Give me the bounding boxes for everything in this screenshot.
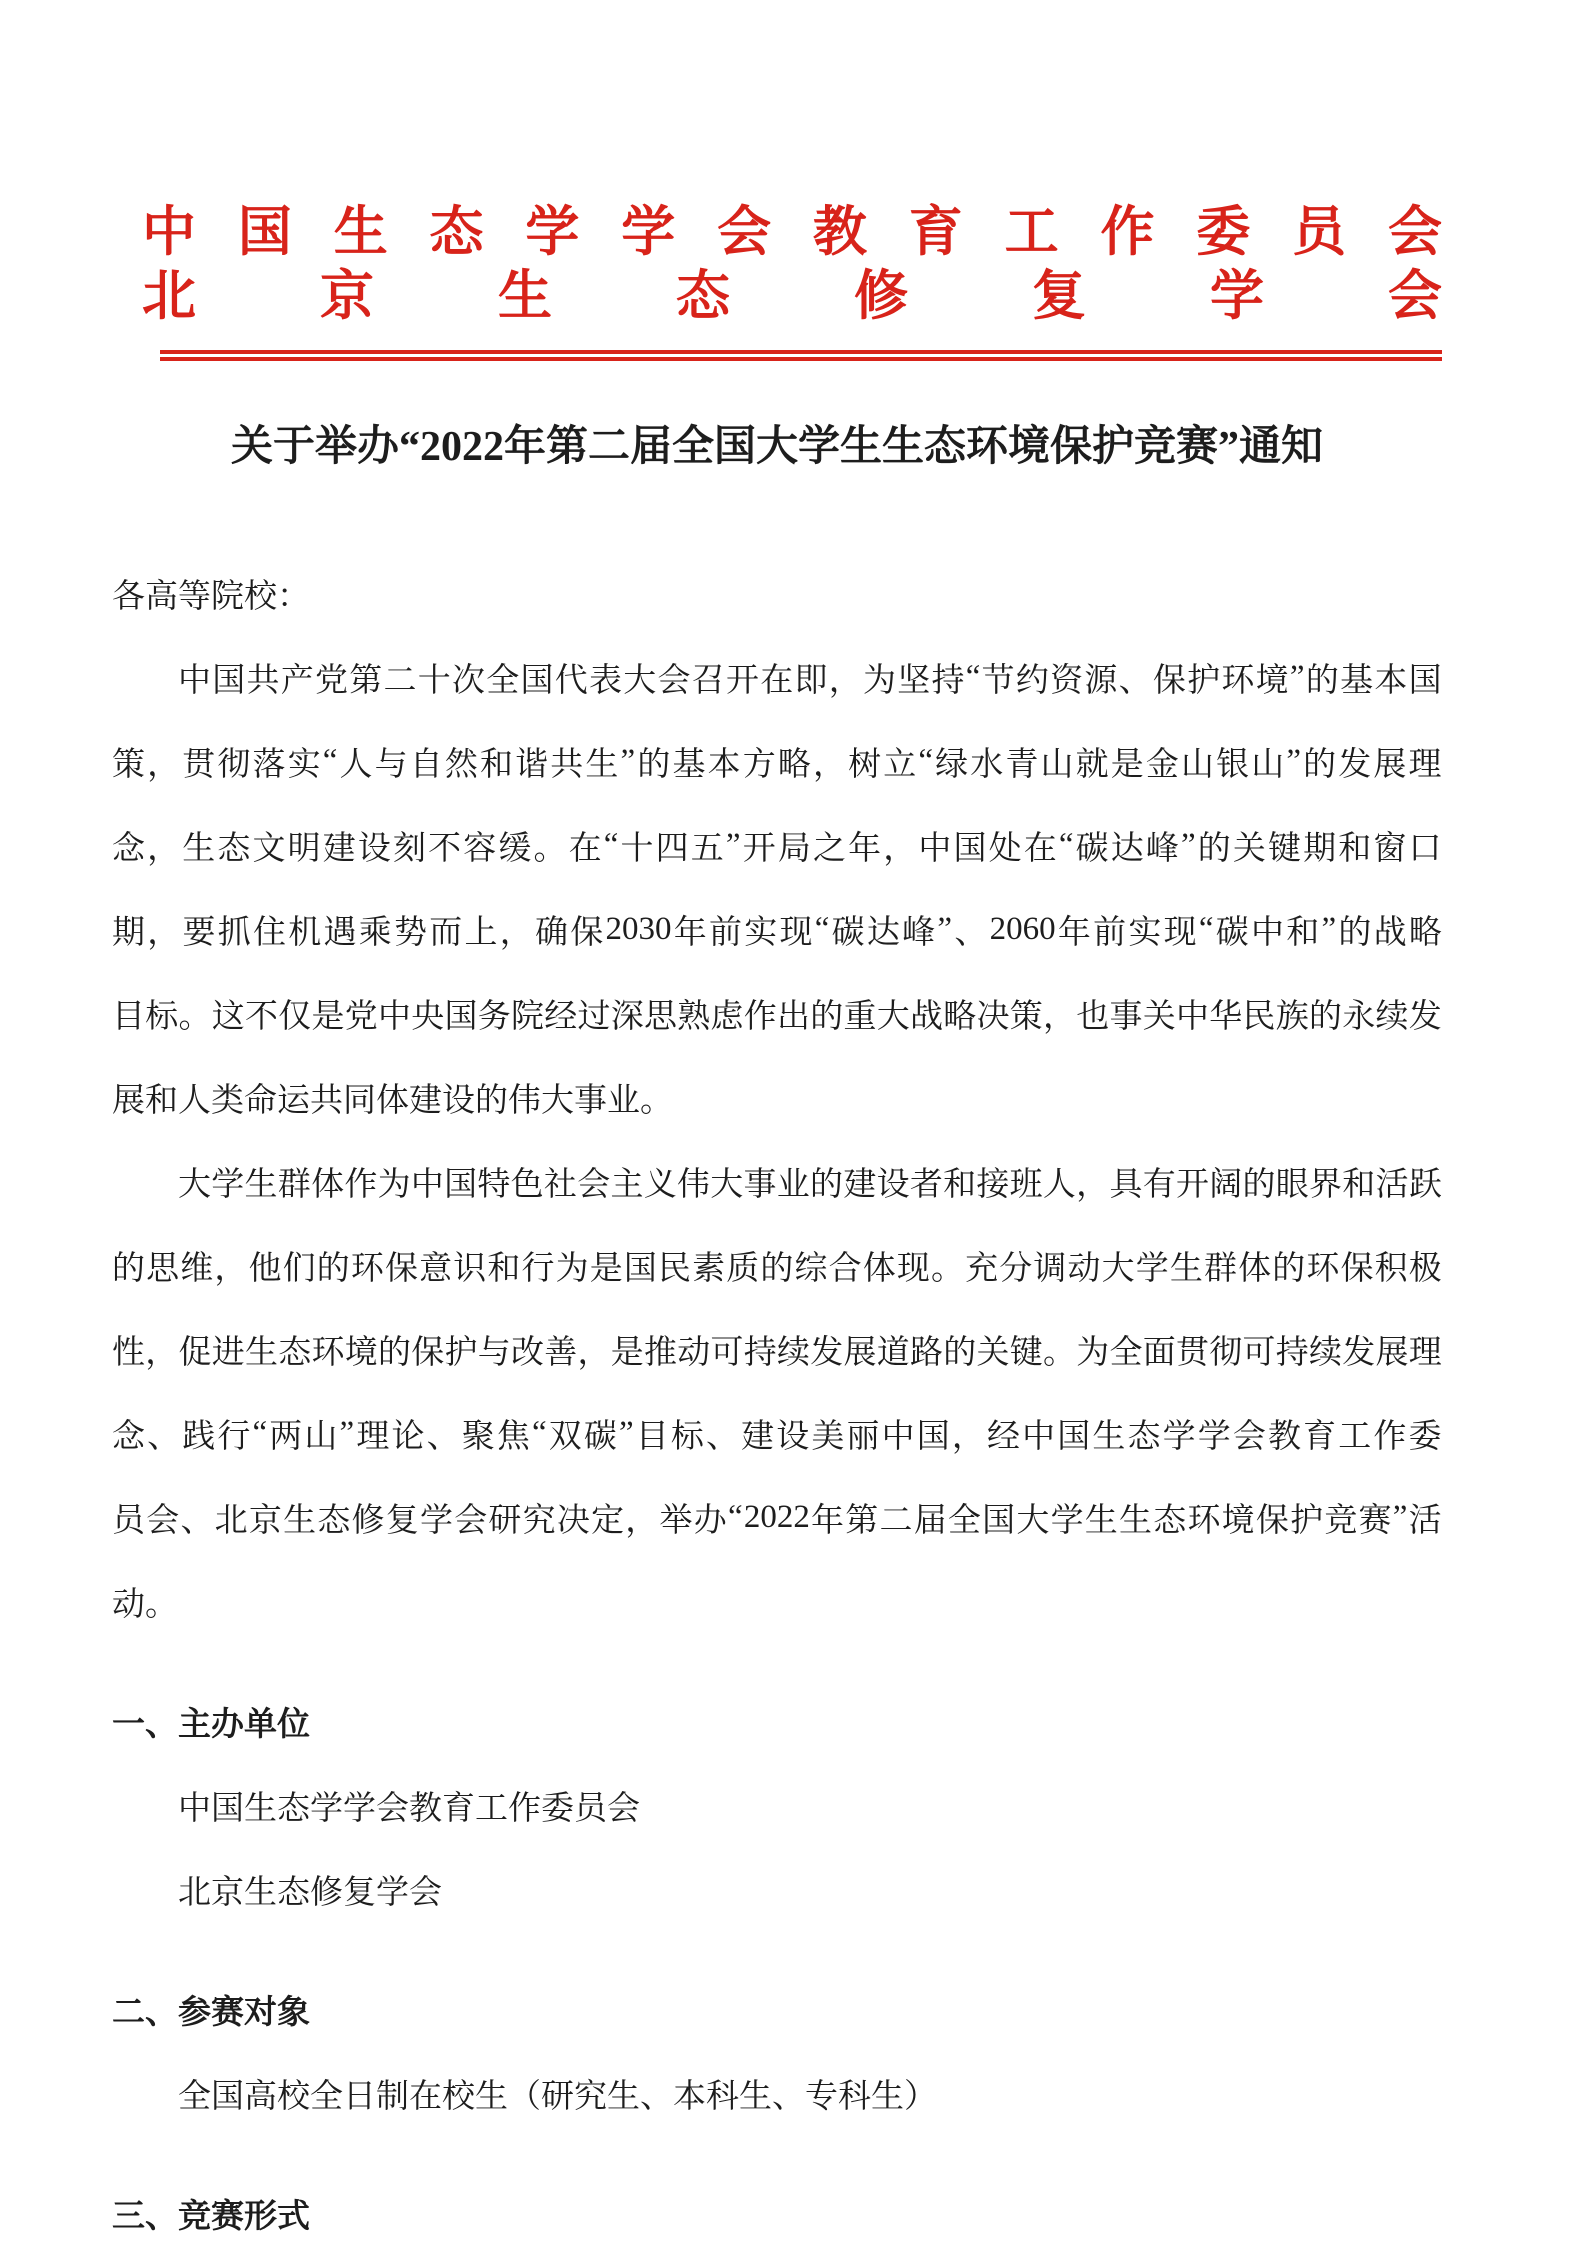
section-item: 全国高校全日制在校生（研究生、本科生、专科生） bbox=[178, 2078, 937, 2115]
doc-line: 的 思 维 ， 他 们 的 环 保 意 识 和 行 为 是 国 民 素 质 的 综 合 体 现 。 充 分 调 动 大 学 生 群 体 的 环 保 积 极 bbox=[112, 1250, 1442, 1287]
section-organizers bbox=[112, 1679, 1442, 1931]
doc-line: 策 ， 贯 彻 落 实 “ 人 与 自 然 和 谐 共 生 ” 的 基 本 方 略 ， 树 立 “ 绿 水 青 山 就 是 金 山 银 山 ” 的 发 展 理 bbox=[112, 742, 1442, 783]
document-body bbox=[112, 551, 1442, 2255]
section-item: 中国生态学学会教育工作委员会 bbox=[178, 1790, 640, 1827]
doc-line: 展和人类命运共同体建设的伟大事业。 bbox=[112, 1082, 673, 1119]
doc-line: 动。 bbox=[112, 1586, 178, 1623]
doc-line: 期 ， 要 抓 住 机 遇 乘 势 而 上 ， 确 保 2030 年 前 实 现 “ 碳 达 峰 ” 、 2060 年 前 实 现 “ 碳 中 和 ” 的 战 略 bbox=[112, 910, 1442, 951]
section-heading: 三、竞赛形式 bbox=[112, 2198, 310, 2235]
doc-line: 中 国 共 产 党 第 二 十 次 全 国 代 表 大 会 召 开 在 即 ， 为 坚 持 “ 节 约 资 源 、 保 护 环 境 ” 的 基 本 国 bbox=[178, 658, 1442, 699]
paragraph bbox=[112, 635, 1442, 1139]
section-heading: 一、主办单位 bbox=[112, 1706, 310, 1743]
letterhead bbox=[142, 200, 1442, 328]
letterhead-line-2: 北 京 生 态 修 复 学 会 bbox=[142, 266, 1442, 326]
document-title: 关于举办“2022年第二届全国大学生生态环境保护竞赛”通知 bbox=[230, 424, 1323, 470]
doc-line: 员 会 、 北 京 生 态 修 复 学 会 研 究 决 定 ， 举 办 “ 2022 年 第 二 届 全 国 大 学 生 生 态 环 境 保 护 竞 赛 ” 活 bbox=[112, 1498, 1442, 1539]
section-format bbox=[112, 2171, 1442, 2255]
paragraph bbox=[112, 1139, 1442, 1643]
section-participants bbox=[112, 1967, 1442, 2135]
doc-line: 念 、 践 行 “ 两 山 ” 理 论 、 聚 焦 “ 双 碳 ” 目 标 、 建 设 美 丽 中 国 ， 经 中 国 生 态 学 学 会 教 育 工 作 委 bbox=[112, 1414, 1442, 1455]
doc-line: 目 标 。 这 不 仅 是 党 中 央 国 务 院 经 过 深 思 熟 虑 作 出 的 重 大 战 略 决 策 ， 也 事 关 中 华 民 族 的 永 续 发 bbox=[112, 998, 1442, 1035]
section-heading: 二、参赛对象 bbox=[112, 1994, 310, 2031]
doc-line: 念 ， 生 态 文 明 建 设 刻 不 容 缓 。 在 “ 十 四 五 ” 开 局 之 年 ， 中 国 处 在 “ 碳 达 峰 ” 的 关 键 期 和 窗 口 bbox=[112, 826, 1442, 867]
letterhead-line-1: 中 国 生 态 学 学 会 教 育 工 作 委 员 会 bbox=[142, 202, 1442, 262]
red-divider-rule bbox=[160, 350, 1442, 361]
salutation: 各高等院校： bbox=[112, 578, 310, 615]
doc-line: 性 ， 促 进 生 态 环 境 的 保 护 与 改 善 ， 是 推 动 可 持 续 发 展 道 路 的 关 键 。 为 全 面 贯 彻 可 持 续 发 展 理 bbox=[112, 1334, 1442, 1371]
doc-line: 大 学 生 群 体 作 为 中 国 特 色 社 会 主 义 伟 大 事 业 的 建 设 者 和 接 班 人 ， 具 有 开 阔 的 眼 界 和 活 跃 bbox=[178, 1166, 1442, 1203]
section-item: 北京生态修复学会 bbox=[178, 1874, 442, 1911]
